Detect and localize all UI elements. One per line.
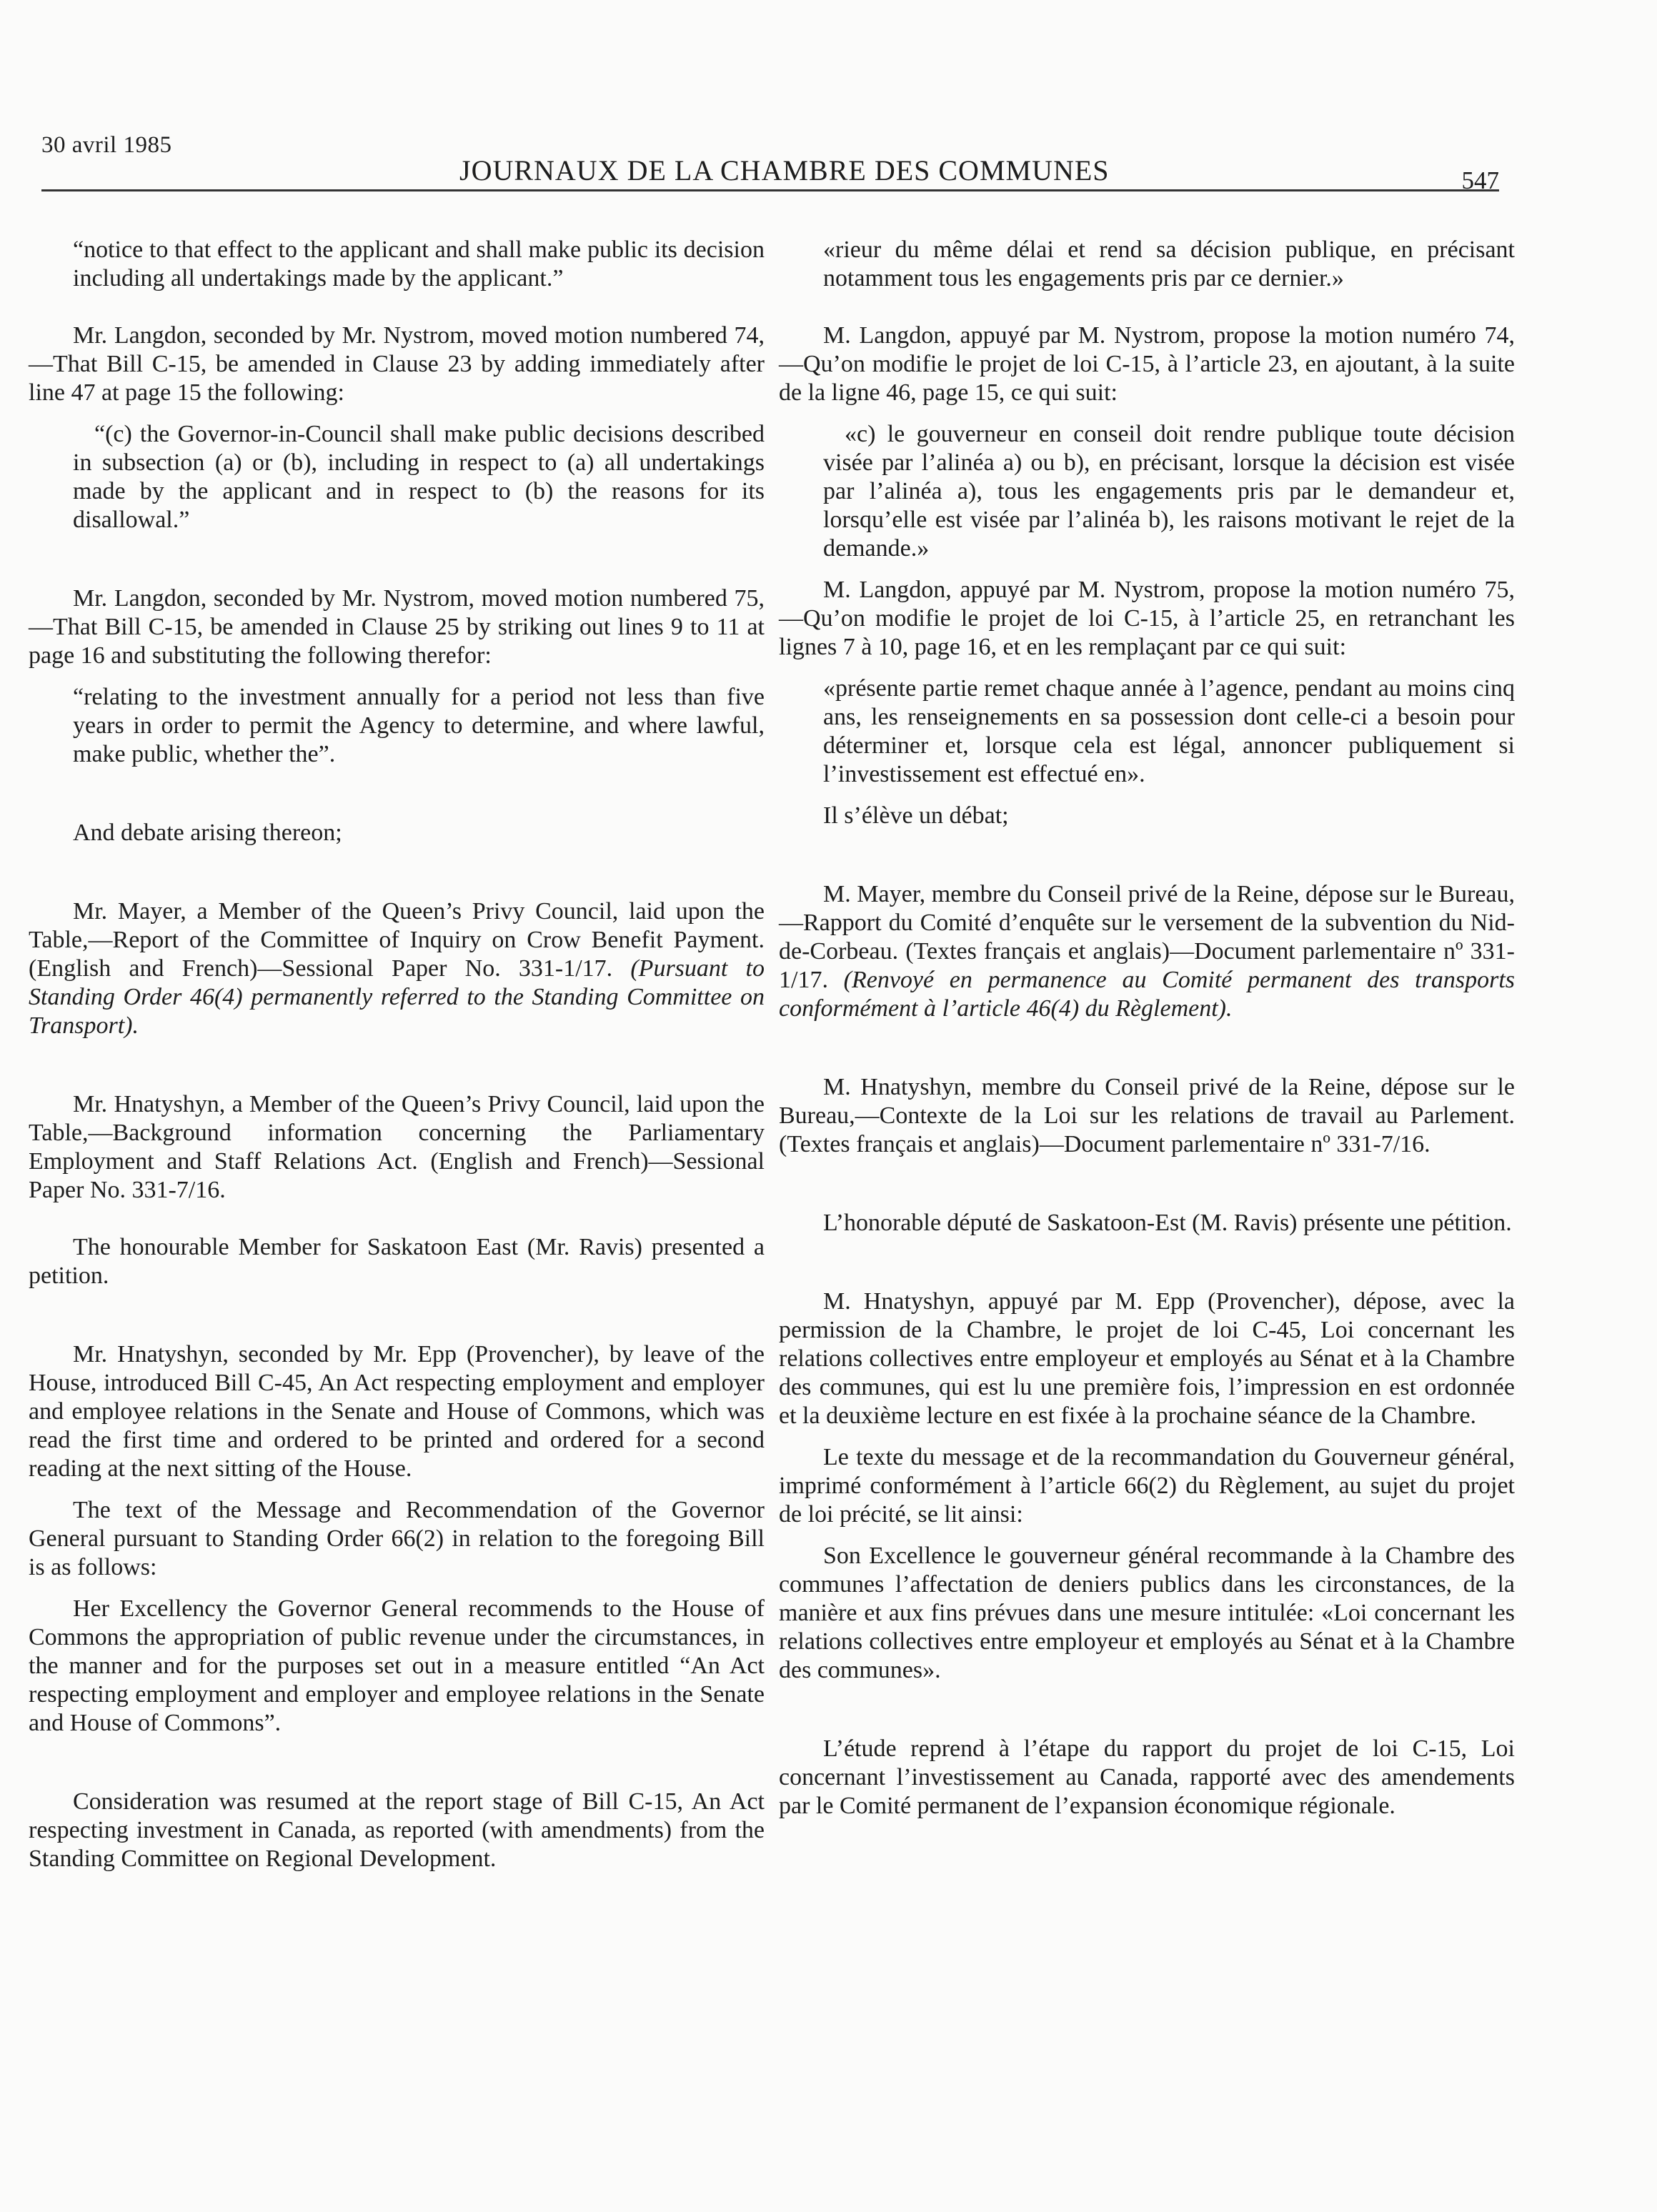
page-number: 547 <box>1461 166 1499 194</box>
recommendation: Her Excellency the Governor General recommends to the House of Commons the appropriation of public revenue under the circumstances, in the manner and for the purposes set out in a measure entitled “An Act respecting employment and employer and employee relations in the Senate and House of Commons”. <box>29 1595 765 1736</box>
debate-line-fr: Il s’élève un débat; <box>823 802 1009 829</box>
motion-74-fr: M. Langdon, appuyé par M. Nystrom, propose la motion numéro 74,—Qu’on modifie le projet de loi C-15, à l’article 23, en ajoutant, à la suite de la ligne 46, page 15, ce qui suit: <box>779 322 1515 406</box>
header-date: 30 avril 1985 <box>41 132 172 158</box>
motion-75-text-fr: «présente partie remet chaque année à l’agence, pendant au moins cinq ans, les renseignements en sa possession dont celle-ci a besoin pour déterminer et, lorsque cela est légal, annoncer publiquement si l’investissement est effectué en». <box>823 675 1515 787</box>
motion-75-text: “relating to the investment annually for a period not less than five years in order to permit the Agency to determine, and where lawful, make public, whether the”. <box>73 684 765 767</box>
mayer-referral-fr: (Renvoyé en permanence au Comité permanent des transports conformément à l’article 46(4) du Règlement). <box>779 967 1515 1022</box>
motion-75-fr: M. Langdon, appuyé par M. Nystrom, propose la motion numéro 75,—Qu’on modifie le projet de loi C-15, à l’article 25, en retranchant les lignes 7 à 10, page 16, et en les remplaçant par ce qui suit: <box>779 577 1515 660</box>
mayer-tabling-fr <box>779 880 1515 1023</box>
motion-74-text: “(c) the Governor-in-Council shall make public decisions described in subsection (a) or (b), including in respect to (a) all undertakings made by the applicant and in respect to (b) the reasons for its disallowal.” <box>73 421 765 533</box>
bill-c45-fr: M. Hnatyshyn, appuyé par M. Epp (Provencher), dépose, avec la permission de la Chambre, le projet de loi C-45, Loi concernant les relations collectives entre employeur et employés au Sénat et à la Chambre des communes, qui est lu une première fois, l’impression en est ordonnée et la deuxième lecture en est fixée à la prochaine séance de la Chambre. <box>779 1288 1515 1429</box>
message-intro-fr: Le texte du message et de la recommandation du Gouverneur général, imprimé conformément à l’article 66(2) du Règlement, au sujet du projet de loi précité, se lit ainsi: <box>779 1444 1515 1528</box>
motion-75: Mr. Langdon, seconded by Mr. Nystrom, moved motion numbered 75,—That Bill C-15, be amended in Clause 25 by striking out lines 9 to 11 at page 16 and substituting the following therefor: <box>29 585 765 669</box>
motion-74-text-fr: «c) le gouverneur en conseil doit rendre publique toute décision visée par l’alinéa a) ou b), en précisant, lorsque la décision est visée par l’alinéa a), tous les engagements pris par le demandeur et, lorsqu’elle est visée par l’alinéa b), les raisons motivant le rejet de la demande.» <box>823 421 1515 562</box>
quote-continuation-fr: «rieur du même délai et rend sa décision publique, en précisant notamment tous les engagements pris par ce dernier.» <box>823 236 1515 292</box>
message-intro: The text of the Message and Recommendation of the Governor General pursuant to Standing Order 66(2) in relation to the foregoing Bill is as follows: <box>29 1497 765 1580</box>
bill-c45: Mr. Hnatyshyn, seconded by Mr. Epp (Provencher), by leave of the House, introduced Bill C-45, An Act respecting employment and employer and employee relations in the Senate and House of Commons, which was read the first time and ordered to be printed and ordered for a second reading at the next sitting of the House. <box>29 1341 765 1482</box>
consideration-fr: L’étude reprend à l’étape du rapport du projet de loi C-15, Loi concernant l’investissement au Canada, rapporté avec des amendements par le Comité permanent de l’expansion économique régionale. <box>779 1735 1515 1819</box>
header-rule <box>41 189 1499 191</box>
mayer-tabling-text-fr: M. Mayer, membre du Conseil privé de la Reine, dépose sur le Bureau,—Rapport du Comité d’enquête sur le versement de la subvention du Nid-de-Corbeau. (Textes français et anglais)—Document parlementaire nº 331-1/17. <box>779 881 1515 993</box>
consideration: Consideration was resumed at the report stage of Bill C-15, An Act respecting investment in Canada, as reported (with amendments) from the Standing Committee on Regional Development. <box>29 1788 765 1872</box>
hnatyshyn-tabling: Mr. Hnatyshyn, a Member of the Queen’s Privy Council, laid upon the Table,—Background information concerning the Parliamentary Employment and Staff Relations Act. (English and French)—Sessional Paper No. 331-7/16. <box>29 1091 765 1203</box>
english-column <box>29 236 765 1873</box>
quote-continuation: “notice to that effect to the applicant and shall make public its decision including all undertakings made by the applicant.” <box>73 236 765 292</box>
motion-74: Mr. Langdon, seconded by Mr. Nystrom, moved motion numbered 74,—That Bill C-15, be amended in Clause 23 by adding immediately after line 47 at page 15 the following: <box>29 322 765 406</box>
petition: The honourable Member for Saskatoon East (Mr. Ravis) presented a petition. <box>29 1234 765 1289</box>
hnatyshyn-tabling-fr: M. Hnatyshyn, membre du Conseil privé de la Reine, dépose sur le Bureau,—Contexte de la Loi sur les relations de travail au Parlement. (Textes français et anglais)—Document parlementaire nº 331-7/16. <box>779 1074 1515 1157</box>
petition-fr: L’honorable député de Saskatoon-Est (M. Ravis) présente une pétition. <box>823 1210 1512 1236</box>
header-title: JOURNAUX DE LA CHAMBRE DES COMMUNES <box>459 154 1110 186</box>
running-header <box>41 132 1499 196</box>
mayer-tabling <box>29 897 765 1040</box>
french-column <box>779 236 1515 1820</box>
recommendation-fr: Son Excellence le gouverneur général recommande à la Chambre des communes l’affectation de deniers publics dans les circonstances, de la manière et aux fins prévues dans une mesure intitulée: «Loi concernant les relations collectives entre employeur et employés au Sénat et à la Chambre des communes». <box>779 1543 1515 1683</box>
mayer-referral: (Pursuant to Standing Order 46(4) permanently referred to the Standing Committee on Transport). <box>29 955 765 1039</box>
mayer-tabling-text: Mr. Mayer, a Member of the Queen’s Privy Council, laid upon the Table,—Report of the Committee of Inquiry on Crow Benefit Payment. (English and French)—Sessional Paper No. 331-1/17. <box>29 898 765 982</box>
debate-line: And debate arising thereon; <box>73 819 342 846</box>
